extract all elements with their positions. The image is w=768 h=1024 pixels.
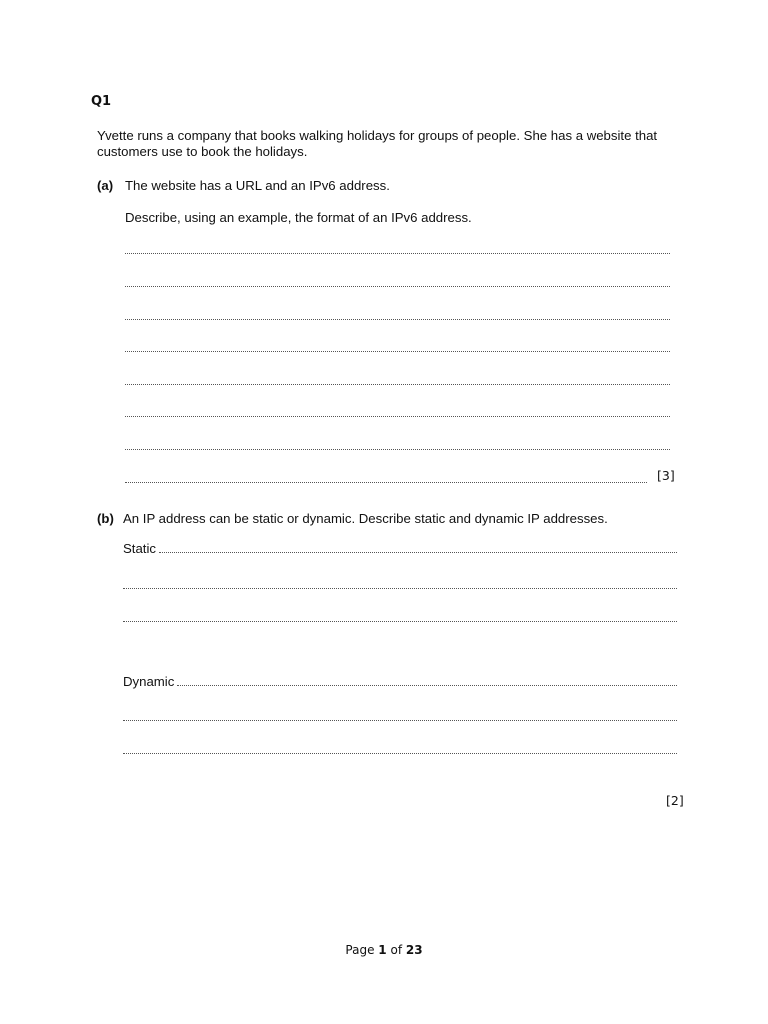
answer-line[interactable] [125,319,670,320]
question-intro: Yvette runs a company that books walking holidays for groups of people. She has a website that customers use to book the holidays. [97,128,658,159]
footer-of-word: of [390,943,403,957]
part-b-marks: [2] [666,793,684,808]
answer-line[interactable] [123,753,677,754]
answer-line[interactable] [125,286,670,287]
static-label: Static [123,541,156,556]
part-b-label: (b) [97,511,114,526]
footer-total-pages: 23 [405,943,423,957]
answer-line[interactable] [125,482,647,483]
part-a-label: (a) [97,178,114,193]
answer-line[interactable] [125,351,670,352]
part-a-statement: The website has a URL and an IPv6 address. [125,178,390,193]
footer-current-page: 1 [378,943,387,957]
static-answer-row[interactable] [123,542,677,556]
answer-line[interactable] [125,253,670,254]
answer-line[interactable] [125,449,670,450]
answer-line[interactable] [125,416,670,417]
answer-line[interactable] [123,588,677,589]
question-number: Q1 [91,94,112,109]
answer-line[interactable] [159,552,677,553]
answer-line[interactable] [125,384,670,385]
footer-page-word: Page [345,943,375,957]
part-a-instruction: Describe, using an example, the format of an IPv6 address. [125,210,472,225]
part-b-statement: An IP address can be static or dynamic. Describe static and dynamic IP addresses. [123,511,608,526]
dynamic-answer-row[interactable] [123,675,677,689]
answer-line[interactable] [177,685,677,686]
part-a-marks: [3] [657,468,675,483]
dynamic-label: Dynamic [123,674,175,689]
page-footer [0,943,768,957]
answer-line[interactable] [123,621,677,622]
answer-line[interactable] [123,720,677,721]
